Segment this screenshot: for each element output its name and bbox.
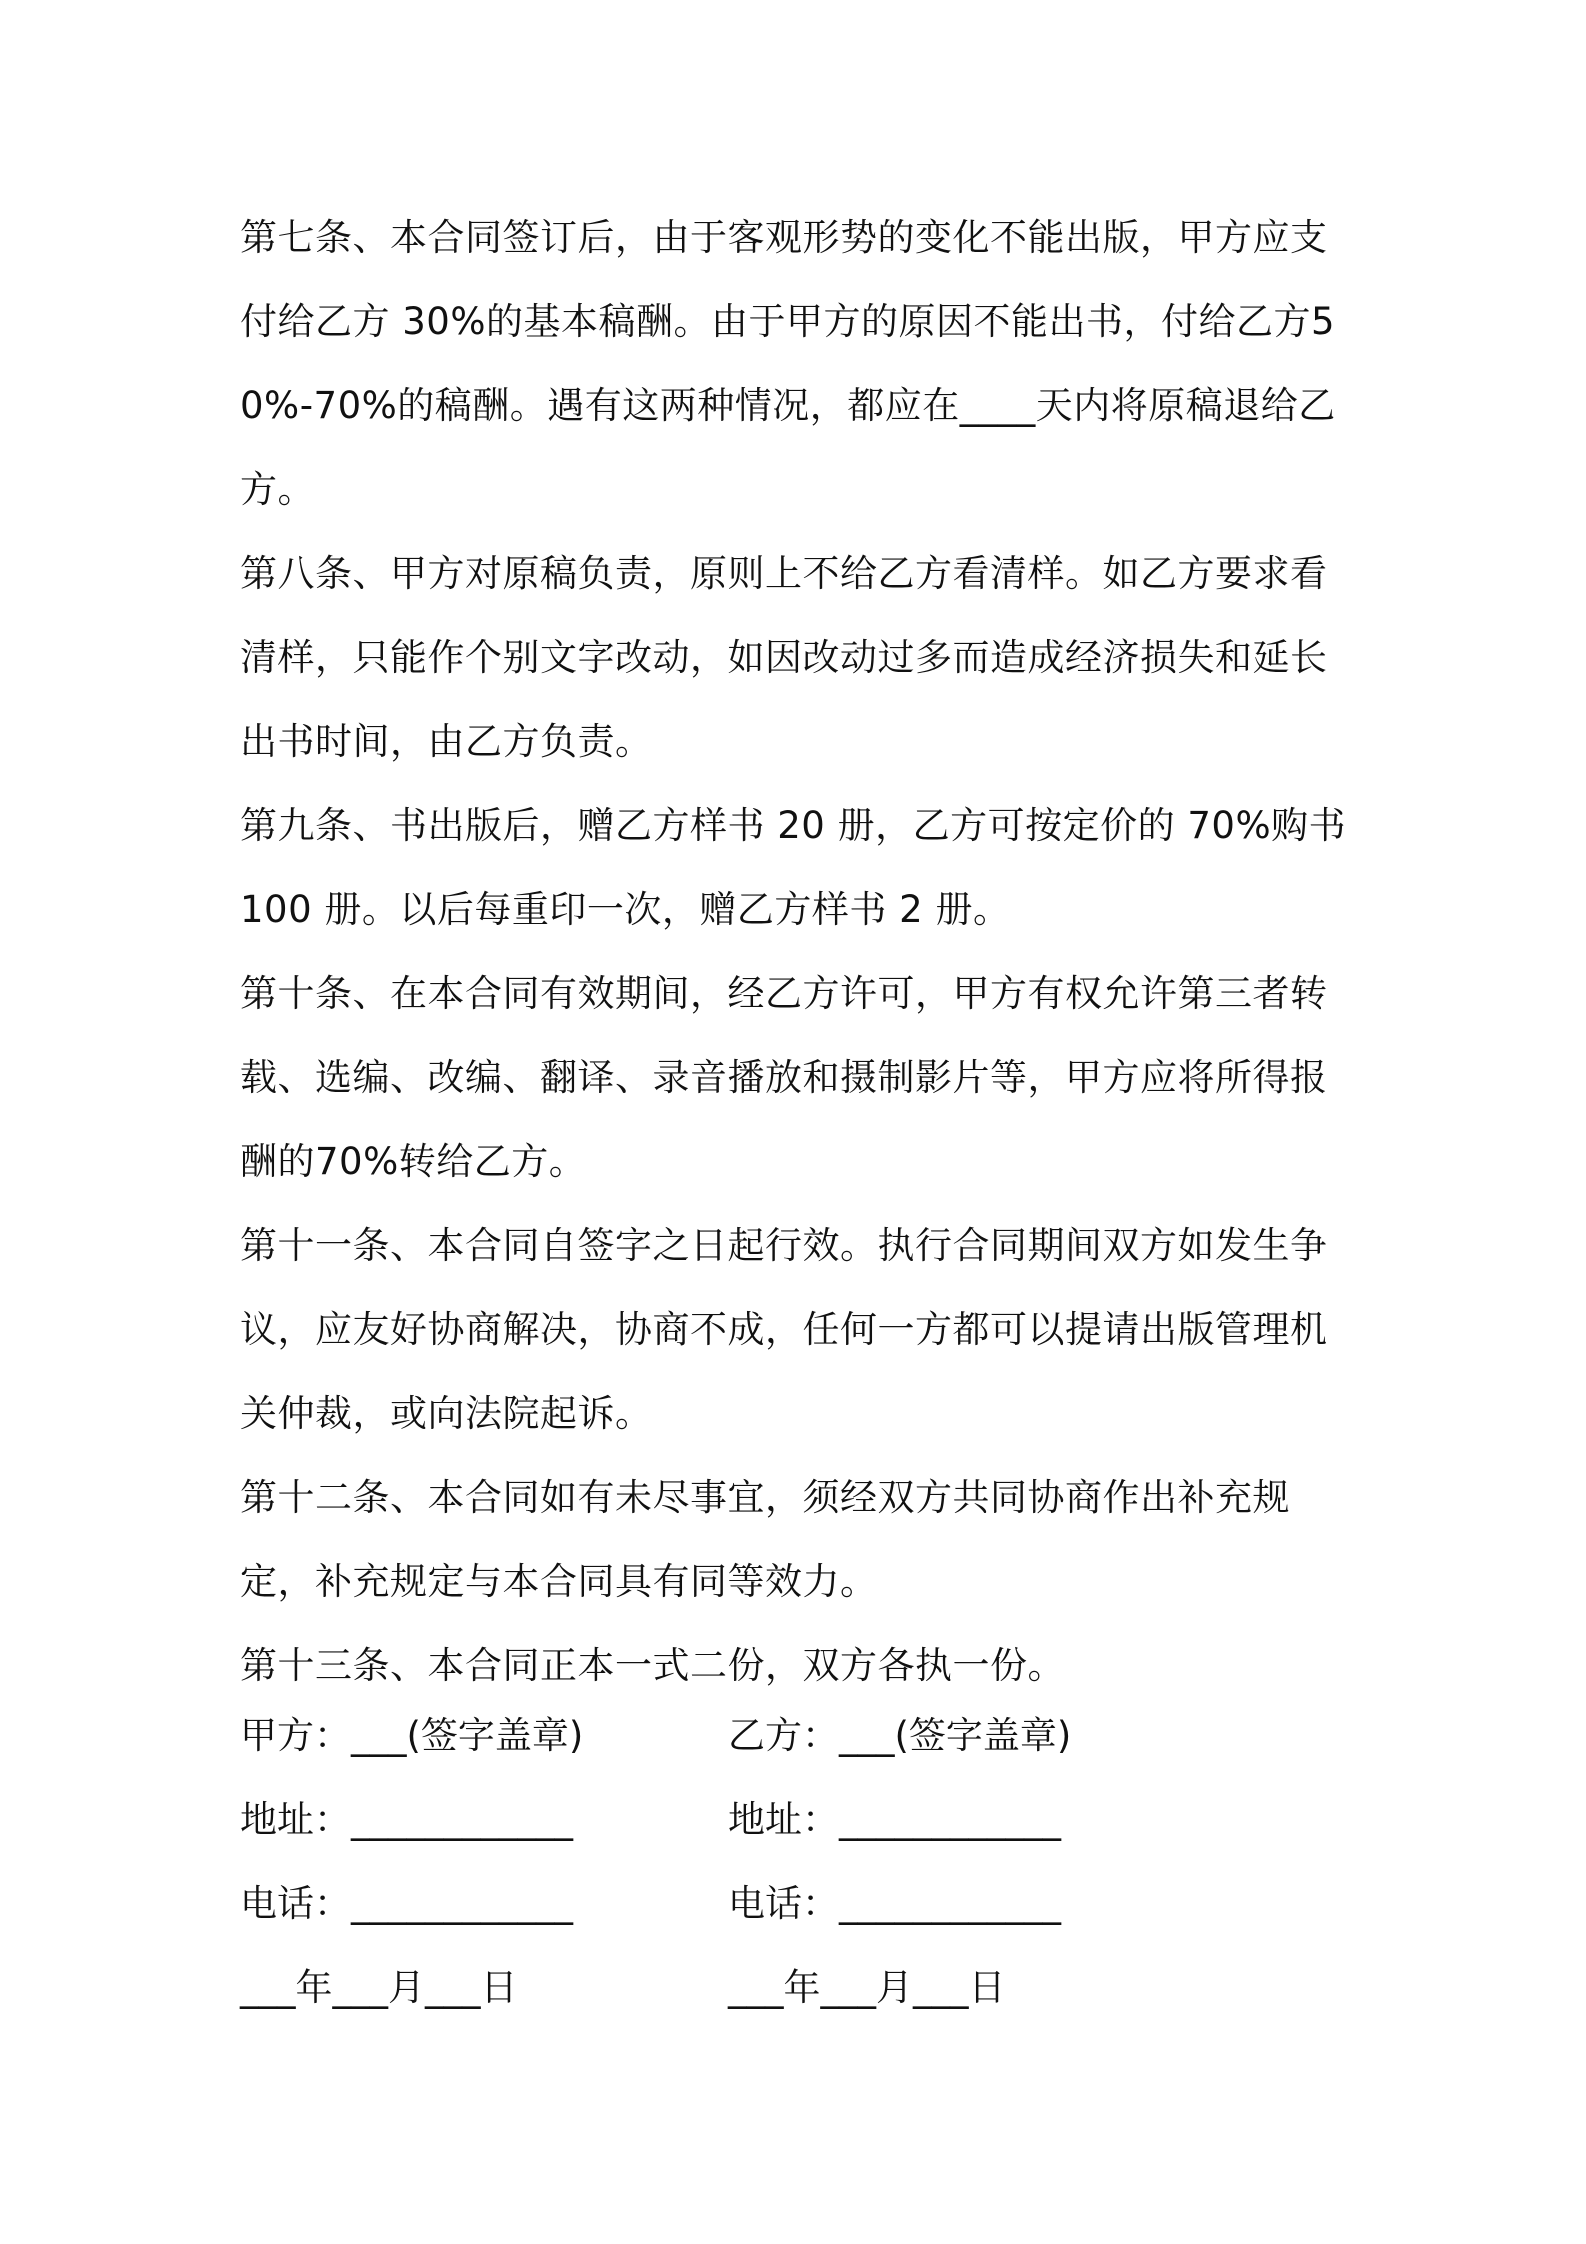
party-b-address: 地址：____________ [728, 1798, 1061, 1841]
date-row [240, 1946, 1360, 2030]
party-a-phone: 电话：____________ [240, 1882, 573, 1925]
clause-13: 第十三条、本合同正本一式二份，双方各执一份。 [240, 1644, 1065, 1687]
signature-block [240, 1694, 1360, 2030]
party-b-phone: 电话：____________ [728, 1882, 1061, 1925]
clause-11: 第十一条、本合同自签字之日起行效。执行合同期间双方如发生争议，应友好协商解决，协商不成，任何一方都可以提请出版管理机关仲裁，或向法院起诉。 [240, 1224, 1328, 1435]
party-b-date: ___年___月___日 [728, 1966, 1006, 2009]
party-a-signature: 甲方：___(签字盖章) [240, 1714, 584, 1757]
party-a-address: 地址：____________ [240, 1798, 573, 1841]
address-row [240, 1778, 1360, 1862]
clause-8: 第八条、甲方对原稿负责，原则上不给乙方看清样。如乙方要求看清样，只能作个别文字改动，如因改动过多而造成经济损失和延长出书时间，由乙方负责。 [240, 552, 1328, 763]
clause-7: 第七条、本合同签订后，由于客观形势的变化不能出版，甲方应支付给乙方 30%的基本稿酬。由于甲方的原因不能出书，付给乙方50%-70%的稿酬。遇有这两种情况，都应在____天内将原稿退给乙方。 [240, 216, 1336, 511]
phone-row [240, 1862, 1360, 1946]
clause-9: 第九条、书出版后，赠乙方样书 20 册，乙方可按定价的 70%购书100 册。以后每重印一次，赠乙方样书 2 册。 [240, 804, 1347, 931]
contract-clauses [240, 196, 1360, 1708]
party-b-signature: 乙方：___(签字盖章) [728, 1714, 1072, 1757]
signature-row [240, 1694, 1360, 1778]
clause-10: 第十条、在本合同有效期间，经乙方许可，甲方有权允许第三者转载、选编、改编、翻译、录音播放和摄制影片等，甲方应将所得报酬的70%转给乙方。 [240, 972, 1328, 1183]
clause-12: 第十二条、本合同如有未尽事宜，须经双方共同协商作出补充规定，补充规定与本合同具有同等效力。 [240, 1476, 1290, 1603]
party-a-date: ___年___月___日 [240, 1966, 518, 2009]
